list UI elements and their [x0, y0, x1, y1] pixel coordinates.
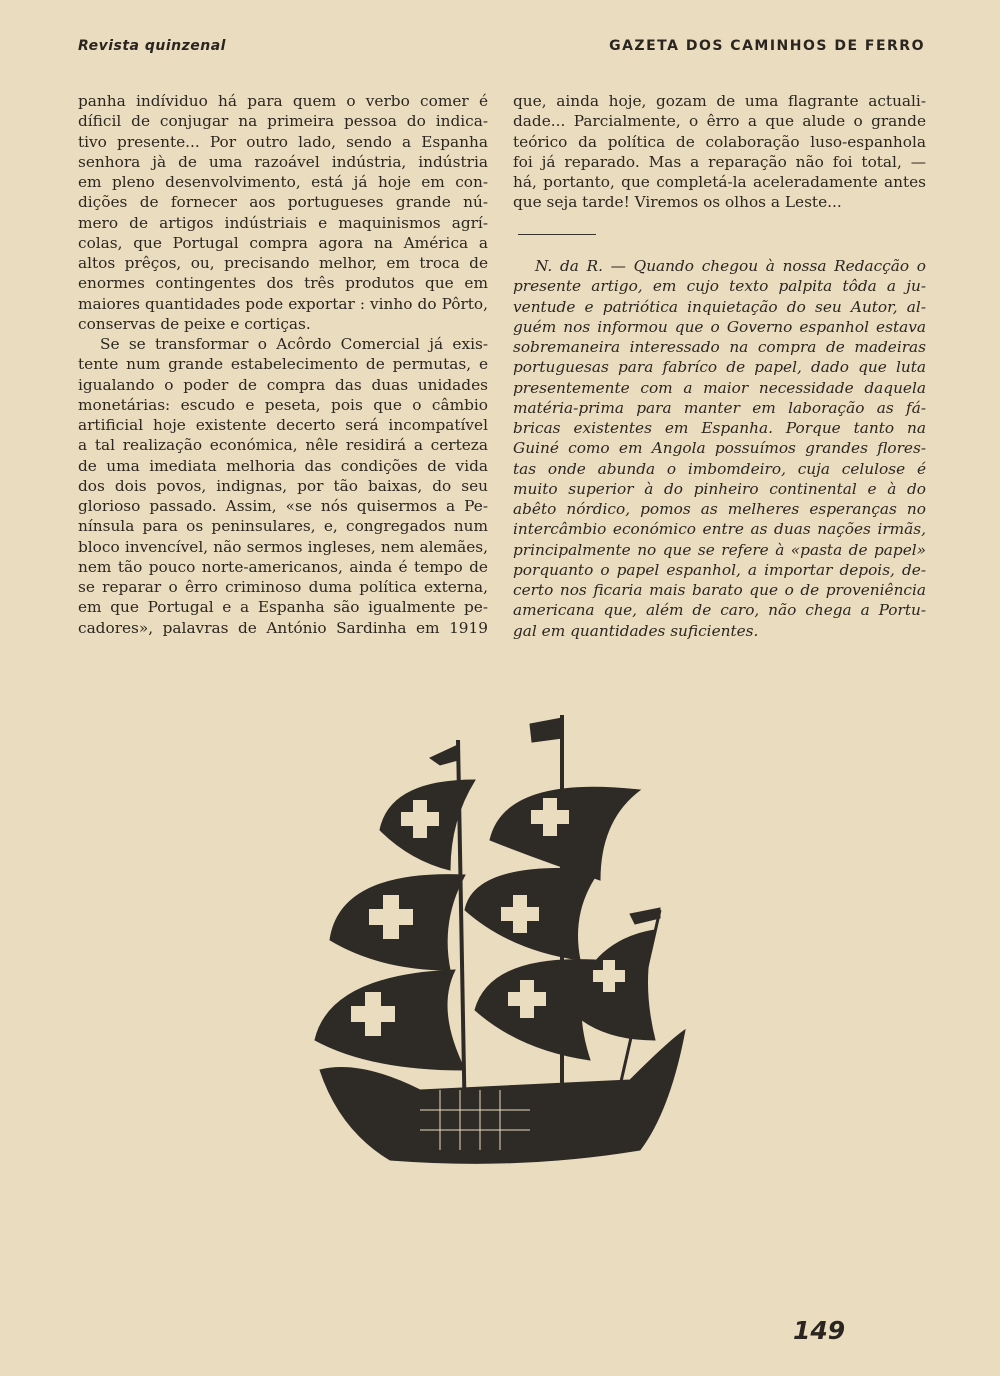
text-line: bloco invencível, não sermos ingleses, nem alemães,	[78, 537, 488, 556]
text-line: há, portanto, que completá-la aceleradamente antes	[513, 173, 926, 191]
text-line: que seja tarde! Viremos os olhos a Leste...	[513, 193, 842, 212]
text-line: tivo presente... Por outro lado, sendo a Espanha	[78, 132, 488, 151]
text-line: americana que, além de caro, não chega a Portu-	[513, 601, 926, 620]
text-line: matéria-prima para manter em laboração as fá-	[513, 398, 926, 417]
text-line: Guiné como em Angola possuímos grandes flores-	[513, 439, 926, 458]
page-number: 149	[793, 1316, 846, 1345]
text-line: foi já reparado. Mas a reparação não foi total, —	[513, 152, 926, 171]
text-line: N. da R. — Quando chegou à nossa Redacção o	[535, 257, 926, 275]
text-line: nínsula para os peninsulares, e, congregados num	[78, 517, 488, 536]
text-line: ventude e patriótica inquietação do seu Autor, al-	[513, 297, 926, 316]
text-line: de uma imediata melhoria das condições de vida	[78, 456, 488, 475]
text-line: presente artigo, em cujo texto palpita tôda a ju-	[513, 277, 926, 296]
text-line: senhora jà de uma razoável indústria, indústria	[78, 152, 488, 171]
text-line: em pleno desenvolvimento, está já hoje em con-	[78, 173, 488, 191]
text-line: Se se transformar o Acôrdo Comercial já exis-	[100, 335, 488, 353]
text-line: igualando o poder de compra das duas unidades	[78, 375, 488, 394]
text-line: maiores quantidades pode exportar : vinho do Pôrto,	[78, 294, 488, 313]
text-line: abêto nórdico, pomos as melheres esperanças no	[513, 500, 926, 518]
caravel-illustration	[300, 710, 700, 1190]
text-line: porquanto o papel espanhol, a importar depois, de-	[513, 560, 926, 579]
text-line: panha indíviduo há para quem o verbo comer é	[78, 92, 488, 110]
text-line: díficil de conjugar na primeira pessoa do indica-	[78, 112, 488, 131]
text-line: colas, que Portugal compra agora na América a	[78, 233, 488, 252]
text-line: nem tão pouco norte-americanos, ainda é tempo de	[78, 557, 488, 576]
text-line: dições de fornecer aos portugueses grande nú-	[78, 193, 488, 212]
left-column-text	[78, 91, 488, 638]
text-line: tas onde abunda o imbomdeiro, cuja celulose é	[513, 459, 926, 478]
text-line: conservas de peixe e cortiças.	[78, 314, 311, 333]
text-line: artificial hoje existente decerto será incompatível	[78, 416, 488, 434]
text-line: muito superior à do pinheiro continental e à do	[513, 479, 926, 498]
text-line: dos dois povos, indignas, por tão baixas, do seu	[78, 476, 488, 495]
text-line: glorioso passado. Assim, «se nós quisermos a Pe-	[78, 497, 488, 515]
text-line: altos prêços, ou, precisando melhor, em troca de	[78, 254, 488, 272]
text-line: mero de artigos indústriais e maquinismos agrí-	[78, 213, 488, 232]
text-line: gal em quantidades suficientes.	[513, 621, 759, 640]
right-column-text	[513, 91, 926, 213]
editor-note	[513, 256, 926, 641]
text-line: dade... Parcialmente, o êrro a que alude o grande	[513, 112, 926, 131]
text-line: tente num grande estabelecimento de permutas, e	[78, 355, 488, 374]
text-line: guém nos informou que o Governo espanhol estava	[513, 317, 926, 336]
text-line: teórico da política de colaboração luso-espanhola	[513, 132, 926, 151]
text-line: certo nos ficaria mais barato que o de proveniência	[513, 581, 926, 599]
text-line: portuguesas para fabríco de papel, dado que luta	[513, 358, 926, 377]
text-line: que, ainda hoje, gozam de uma flagrante actuali-	[513, 92, 926, 110]
text-line: a tal realização económica, nêle residirá a certeza	[78, 436, 488, 455]
text-line: cadores», palavras de António Sardinha em 1919	[78, 618, 488, 637]
text-line: sobremaneira interessado na compra de madeiras	[513, 338, 926, 356]
text-line: intercâmbio económico entre as duas nações irmãs,	[513, 520, 926, 539]
text-line: bricas existentes em Espanha. Porque tanto na	[513, 419, 926, 437]
text-line: enormes contingentes dos três produtos que em	[78, 274, 488, 293]
text-line: em que Portugal e a Espanha são igualmente pe-	[78, 598, 488, 617]
text-line: principalmente no que se refere à «pasta de papel»	[513, 540, 926, 559]
header-publication-frequency: Revista quinzenal	[78, 38, 226, 54]
header-magazine-title: GAZETA DOS CAMINHOS DE FERRO	[609, 38, 925, 54]
text-line: monetárias: escudo e peseta, pois que o câmbio	[78, 395, 488, 414]
text-line: presentemente com a maior necessidade daquela	[513, 378, 926, 397]
section-divider	[518, 234, 596, 235]
text-line: se reparar o êrro criminoso duma política externa,	[78, 578, 488, 596]
